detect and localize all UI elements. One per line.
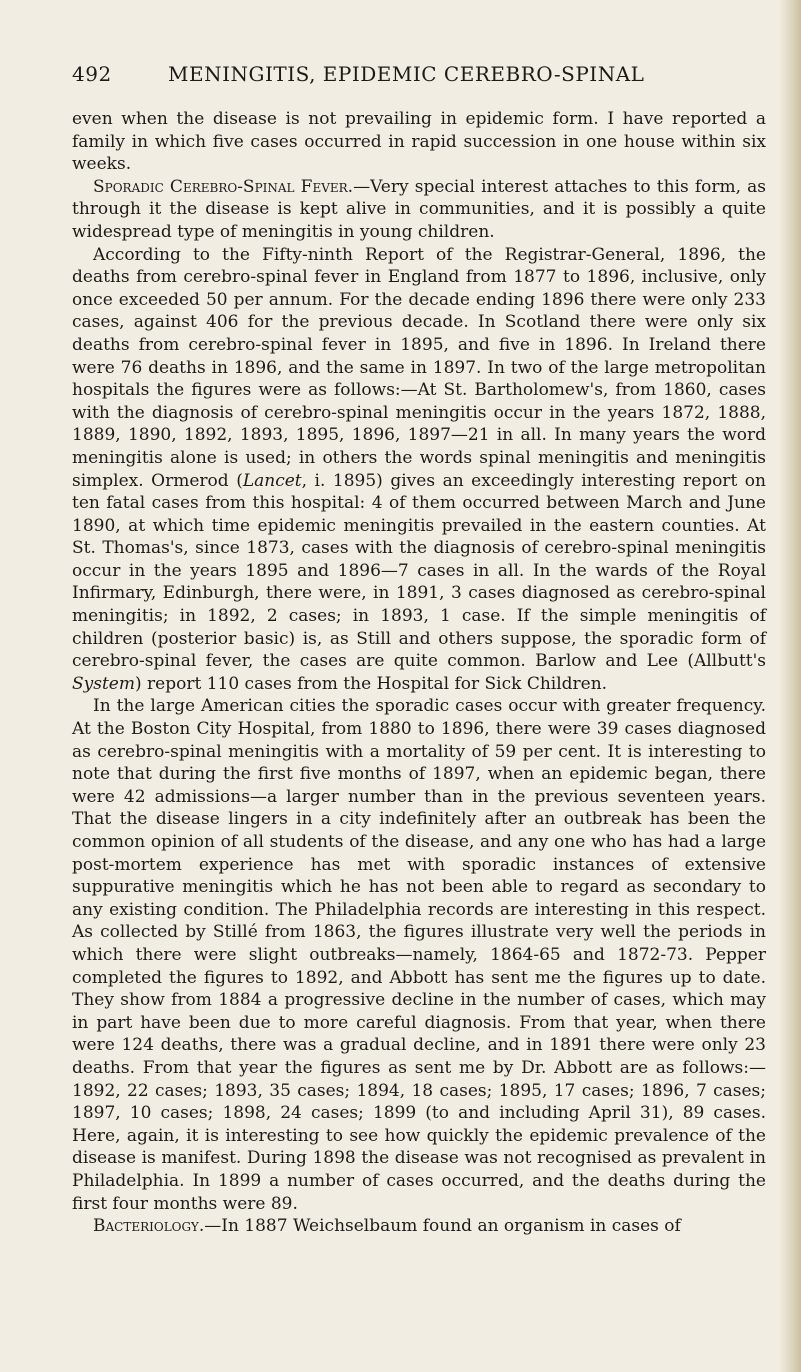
paragraph-bacteriology [72,1215,766,1238]
paragraph-registrar-b: , i. 1895) gives an exceedingly interesting report on ten fatal cases from this hospital: 4 of them occurred between March and June 1890, at which time epidemic meningitis prevailed in the eastern counties. At St. Thomas's, since 1873, cases with the diagnosis of cerebro-spinal meningitis occur in the years 1895 and 1896—7 cases in all. In the wards of the Royal Infirmary, Edinburgh, there were, in 1891, 3 cases diagnosed as cerebro-spinal meningitis; in 1892, 2 cases; in 1893, 1 case. If the simple meningitis of children (posterior basic) is, as Still and others suppose, the sporadic form of cerebro-spinal fever, the cases are quite common. Barlow and Lee (Allbutt's [72,470,766,672]
paragraph-registrar-a: According to the Fifty-ninth Report of the Registrar-General, 1896, the deaths from cerebro-spinal fever in England from 1877 to 1896, inclusive, only once exceeded 50 per annum. For the decade ending 1896 there were only 233 cases, against 406 for the previous decade. In Scotland there were only six deaths from cerebro-spinal fever in 1895, and five in 1896. In Ireland there were 76 deaths in 1896, and the same in 1897. In two of the large metropolitan hospitals the figures were as follows:—At St. Bartholomew's, from 1860, cases with the diagnosis of cerebro-spinal meningitis occur in the years 1872, 1888, 1889, 1890, 1892, 1893, 1895, 1896, 1897—21 in all. In many years the word meningitis alone is used; in others the words spinal meningitis and meningitis simplex. Ormerod ( [72,244,766,491]
paragraph-continuation: even when the disease is not prevailing in epidemic form. I have reported a family in which five cases occurred in rapid succession in one house within six weeks. [72,109,766,175]
paragraph-bacteriology-text: —In 1887 Weichselbaum found an organism in cases of [204,1216,681,1237]
paragraph-registrar [72,244,766,696]
page-number: 492 [72,62,112,86]
section-heading-bacteriology: Bacteriology. [93,1216,205,1237]
paragraph-american: In the large American cities the sporadic cases occur with greater frequency. At the Boston City Hospital, from 1880 to 1896, there were 39 cases diagnosed as cerebro-spinal meningitis with a mortality of 59 per cent. It is interesting to note that during the first five months of 1897, when an epidemic began, there were 42 admissions—a larger number than in the previous seventeen years. That the disease lingers in a city indefinitely after an outbreak has been the common opinion of all students of the disease, and any one who has had a large post-mortem experience has met with sporadic instances of extensive suppurative meningitis which he has not been able to regard as secondary to any existing condition. The Philadelphia records are interesting in this respect. As collected by Stillé from 1863, the figures illustrate very well the periods in which there were slight outbreaks—namely, 1864-65 and 1872-73. Pepper completed the figures to 1892, and Abbott has sent me the figures up to date. They show from 1884 a progressive decline in the number of cases, which may in part have been due to more careful diagnosis. From that year, when there were 124 deaths, there was a gradual decline, and in 1891 there were only 23 deaths. From that year the figures as sent me by Dr. Abbott are as follows:—1892, 22 cases; 1893, 35 cases; 1894, 18 cases; 1895, 17 cases; 1896, 7 cases; 1897, 10 cases; 1898, 24 cases; 1899 (to and including April 31), 89 cases. Here, again, it is interesting to see how quickly the epidemic prevalence of the disease is manifest. During 1898 the disease was not recognised as prevalent in Philadelphia. In 1899 a number of cases occurred, and the deaths during the first four months were 89. [72,696,766,1214]
citation-system: System [72,673,135,694]
body-text [72,108,766,1238]
section-heading-sporadic: Sporadic Cerebro-Spinal Fever. [93,176,354,197]
paragraph-sporadic-text: —Very special interest attaches to this form, as through it the disease is kept alive in communities, and it is possibly a quite widespread type of meningitis in young children. [72,176,766,242]
paragraph-registrar-c: ) report 110 cases from the Hospital for Sick Children. [135,673,608,694]
citation-lancet: Lancet [242,470,302,491]
running-header [72,62,766,96]
running-title: MENINGITIS, EPIDEMIC CEREBRO-SPINAL [168,62,645,86]
book-page [72,62,766,1238]
page-edge-shadow [779,0,801,1372]
paragraph-sporadic [72,176,766,244]
